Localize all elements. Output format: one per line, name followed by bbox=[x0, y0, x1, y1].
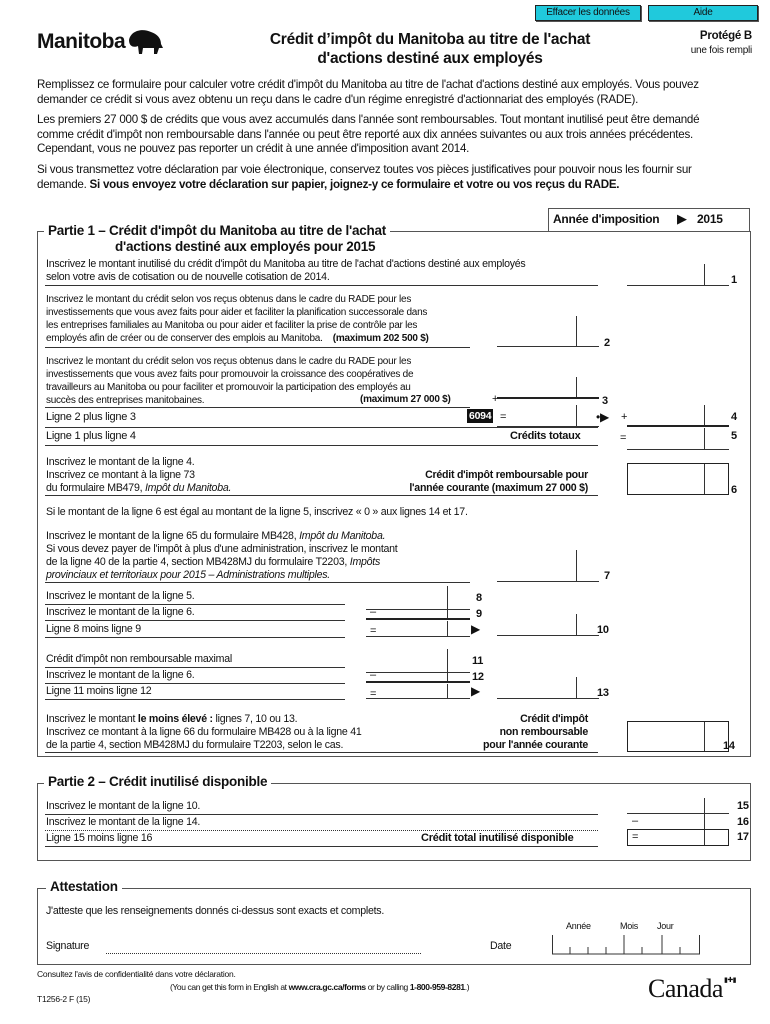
minus-sign: – bbox=[370, 606, 376, 618]
line-number: 17 bbox=[737, 831, 749, 843]
line13-text: Ligne 11 moins ligne 12 bbox=[46, 685, 152, 697]
line13-input[interactable] bbox=[497, 677, 599, 699]
intro-p3: Si vous transmettez votre déclaration par voie électronique, conservez toutes vos pièces justificatives pour pouvoir nous les fournir sur demande. Si vous envoyez votre déclaration sur papier, joignez-y ce formulaire et votre ou vos reçus du RADE. bbox=[37, 163, 692, 191]
line-number: 8 bbox=[476, 592, 482, 604]
line9-input[interactable] bbox=[366, 598, 470, 620]
line10-input[interactable] bbox=[497, 614, 599, 636]
line3-input[interactable] bbox=[497, 377, 599, 399]
plus-sign: + bbox=[492, 393, 499, 405]
line-number: 2 bbox=[604, 337, 610, 349]
line-number: 11 bbox=[472, 655, 484, 667]
arrow-icon: ▶ bbox=[471, 622, 480, 636]
line16-input[interactable] bbox=[627, 814, 729, 830]
line15-text: Inscrivez le montant de la ligne 10. bbox=[46, 800, 201, 812]
protected-sub: une fois rempli bbox=[690, 45, 752, 56]
line-number: 1 bbox=[731, 274, 737, 286]
english-note: (You can get this form in English at www.cra.gc.ca/forms or by calling 1-800-959-8281.) bbox=[170, 982, 470, 992]
line4-text: Ligne 2 plus ligne 3 bbox=[46, 411, 136, 423]
total-credits-label: Crédits totaux bbox=[510, 430, 581, 442]
form-id: T1256-2 F (15) bbox=[37, 994, 91, 1004]
line12-input[interactable] bbox=[366, 661, 470, 683]
line2-text: Inscrivez le montant du crédit selon vos reçus obtenus dans le cadre du RADE pour les investissements que vous avez faits pour aider et faciliter la planification successorale dans les entreprises familiales au Manitoba ou pour aider et faciliter la prise de contrôle par les employés afin de créer ou de conserver des emplois au Manitoba. (maximum 202 500 $) bbox=[46, 294, 429, 344]
line3-max: (maximum 27 000 $) bbox=[360, 394, 451, 405]
signature-field[interactable] bbox=[106, 953, 421, 954]
line11-text: Crédit d'impôt non remboursable maximal bbox=[46, 653, 232, 665]
flag-icon: ▮✚▮ bbox=[723, 976, 737, 984]
line10-sub-input[interactable] bbox=[366, 621, 470, 637]
clear-data-button[interactable]: Effacer les données bbox=[535, 5, 641, 21]
arrow-icon: •▶ bbox=[596, 410, 609, 424]
protected-label: Protégé B bbox=[699, 30, 752, 42]
zero-note: Si le montant de la ligne 6 est égal au montant de la ligne 5, inscrivez « 0 » aux lignes 14 et 17. bbox=[46, 506, 468, 518]
bison-icon bbox=[125, 28, 165, 56]
line9-text: Inscrivez le montant de la ligne 6. bbox=[46, 606, 195, 618]
equals-sign: = bbox=[500, 411, 507, 423]
manitoba-logo bbox=[37, 28, 165, 56]
line7-text: Inscrivez le montant de la ligne 65 du formulaire MB428, Impôt du Manitoba. Si vous devez payer de l'impôt à plus d'une administration, inscrivez le montant de la ligne 40 de la partie 4, section MB428MJ du formulaire T2203, Impôts provinciaux et territoriaux pour 2015 – Administrations multiples. bbox=[46, 530, 398, 581]
line7-input[interactable] bbox=[497, 550, 599, 582]
attestation-text: J'atteste que les renseignements donnés ci-dessus sont exacts et complets. bbox=[46, 905, 385, 917]
line3-text: Inscrivez le montant du crédit selon vos reçus obtenus dans le cadre du RADE pour les investissements que vous avez faits pour promouvoir la croissance des coopératives de travailleurs au Manitoba ou pour faciliter et promouvoir la participation des employés au succès des entreprises manitobaines. bbox=[46, 356, 414, 406]
canada-wordmark: Canada ▮✚▮ bbox=[648, 974, 737, 1003]
line15-input[interactable] bbox=[627, 798, 729, 814]
plus-sign: + bbox=[621, 411, 628, 423]
line4-sub-input[interactable] bbox=[497, 405, 599, 427]
line-number: 16 bbox=[737, 816, 749, 828]
date-field[interactable] bbox=[552, 935, 702, 955]
line10-text: Ligne 8 moins ligne 9 bbox=[46, 623, 141, 635]
equals-sign: = bbox=[370, 688, 377, 700]
line-number: 3 bbox=[602, 395, 608, 407]
privacy-note: Consultez l'avis de confidentialité dans votre déclaration. bbox=[37, 969, 236, 979]
line6-text: Inscrivez le montant de la ligne 4. Inscrivez ce montant à la ligne 73 du formulaire MB479, Impôt du Manitoba. bbox=[46, 456, 232, 494]
arrow-icon: ▶ bbox=[471, 684, 480, 698]
line4-input[interactable] bbox=[627, 405, 729, 427]
line-number: 4 bbox=[731, 411, 737, 423]
line14-input[interactable] bbox=[627, 721, 729, 752]
date-label: Date bbox=[490, 940, 512, 952]
tax-year-value: 2015 bbox=[697, 212, 723, 226]
line-code-6094: 6094 bbox=[469, 410, 492, 422]
equals-sign: = bbox=[370, 625, 377, 637]
day-label: Jour bbox=[657, 921, 674, 931]
intro-p2: Les premiers 27 000 $ de crédits que vous avez accumulés dans l'année sont remboursables. Tout montant inutilisé peut être demandé comme crédit d'impôt non remboursable dans l'année ou peut être reporté aux dix années suivantes ou aux trois années précédentes. Cependant, vous ne pouvez pas reporter un crédit à une année d'imposition avant 2014. bbox=[37, 113, 700, 155]
line-number: 13 bbox=[597, 687, 609, 699]
line-number: 15 bbox=[737, 800, 749, 812]
line-number: 9 bbox=[476, 608, 482, 620]
equals-sign: = bbox=[632, 831, 639, 843]
line17-text: Ligne 15 moins ligne 16 bbox=[46, 832, 153, 844]
line-number: 10 bbox=[597, 624, 609, 636]
tax-year-label: Année d'imposition bbox=[553, 212, 660, 226]
help-button[interactable]: Aide bbox=[648, 5, 758, 21]
attestation-title: Attestation bbox=[46, 879, 122, 895]
line5-input[interactable] bbox=[627, 428, 729, 450]
line13-sub-input[interactable] bbox=[366, 684, 470, 699]
intro-p1: Remplissez ce formulaire pour calculer votre crédit d'impôt du Manitoba au titre de l'achat d'actions destiné aux employés. Vous pouvez demander ce crédit si vous avez obtenu un reçu dans le cadre d'un régime enregistré d'actionnariat des employés (RADE). bbox=[37, 78, 699, 106]
line2-input[interactable] bbox=[497, 316, 599, 347]
arrow-icon: ▶ bbox=[677, 211, 687, 226]
line6-input[interactable] bbox=[627, 463, 729, 495]
line14-text: Inscrivez le montant le moins élevé : lignes 7, 10 ou 13. Inscrivez ce montant à la ligne 66 du formulaire MB428 ou à la ligne 41 de la partie 4, section MB428MJ du formulaire T2203, selon le cas. bbox=[46, 713, 362, 751]
minus-sign: – bbox=[370, 669, 376, 681]
line-number: 14 bbox=[723, 740, 735, 752]
line6-label: Crédit d'impôt remboursable pour l'année courante (maximum 27 000 $) bbox=[409, 469, 588, 494]
line5-text: Ligne 1 plus ligne 4 bbox=[46, 430, 136, 442]
part1-title: Partie 1 – Crédit d'impôt du Manitoba au titre de l'achat d'actions destiné aux employés pour 2015 bbox=[44, 223, 390, 255]
minus-sign: – bbox=[632, 815, 638, 827]
line-number: 7 bbox=[604, 570, 610, 582]
line1-text: Inscrivez le montant inutilisé du crédit d'impôt du Manitoba au titre de l'achat d'actions destiné aux employés selon votre avis de cotisation ou de nouvelle cotisation de 2014. bbox=[46, 258, 526, 283]
line-number: 12 bbox=[472, 671, 484, 683]
line12-text: Inscrivez le montant de la ligne 6. bbox=[46, 669, 195, 681]
equals-sign: = bbox=[620, 432, 627, 444]
line-number: 6 bbox=[731, 484, 737, 496]
total-unused-label: Crédit total inutilisé disponible bbox=[421, 832, 574, 844]
line8-text: Inscrivez le montant de la ligne 5. bbox=[46, 590, 195, 602]
part2-title: Partie 2 – Crédit inutilisé disponible bbox=[44, 774, 271, 790]
line16-text: Inscrivez le montant de la ligne 14. bbox=[46, 816, 201, 828]
line14-label: Crédit d'impôt non remboursable pour l'année courante bbox=[483, 713, 588, 751]
page-title: Crédit d’impôt du Manitoba au titre de l'achat d'actions destiné aux employés bbox=[269, 31, 591, 67]
month-label: Mois bbox=[620, 921, 639, 931]
signature-label: Signature bbox=[46, 940, 90, 952]
line17-input[interactable] bbox=[627, 829, 729, 846]
logo-text: Manitoba bbox=[37, 30, 126, 53]
line1-input[interactable] bbox=[627, 264, 729, 286]
line-number: 5 bbox=[731, 430, 737, 442]
year-label: Année bbox=[566, 921, 591, 931]
